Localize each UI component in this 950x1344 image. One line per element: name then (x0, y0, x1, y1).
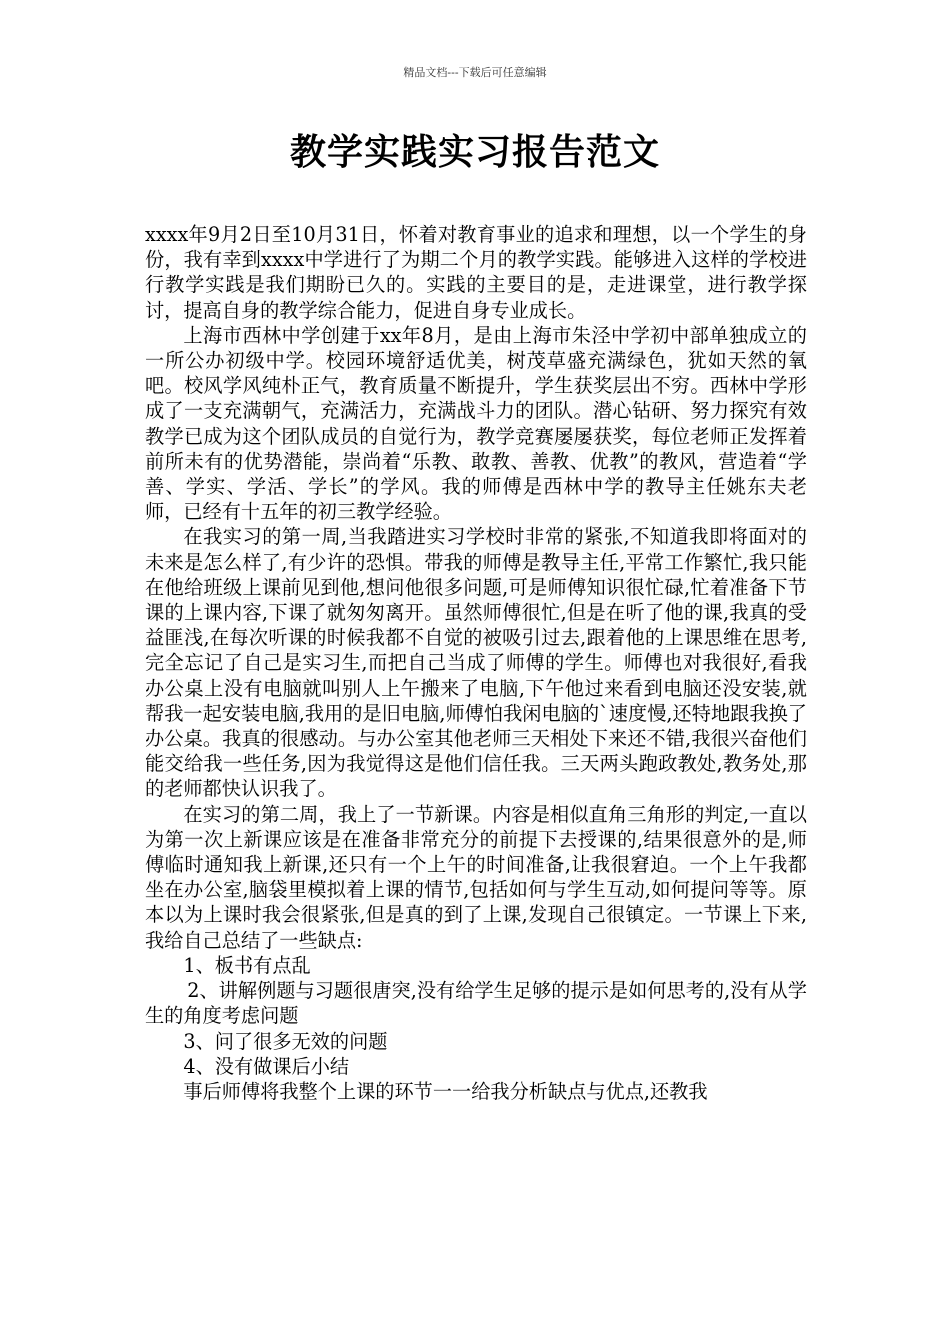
paragraph-week-two: 在实习的第二周，我上了一节新课。内容是相似直角三角形的判定,一直以为第一次上新课应该是在准备非常充分的前提下去授课的,结果很意外的是,师傅临时通知我上新课,还只有一个上午的时间准备,让我很窘迫。一个上午我都坐在办公室,脑袋里模拟着上课的情节,包括如何与学生互动,如何提问等等。原本以为上课时我会很紧张,但是真的到了上课,发现自己很镇定。一节课上下来,我给自己总结了一些缺点: (145, 802, 807, 952)
header-note: 精品文档---下载后可任意编辑 (403, 66, 547, 79)
document-body (145, 222, 807, 1104)
paragraph-intro: xxxx年9月2日至10月31日，怀着对教育事业的追求和理想，以一个学生的身份，我有幸到xxxx中学进行了为期二个月的教学实践。能够进入这样的学校进行教学实践是我们期盼已久的。实践的主要目的是，走进课堂，进行教学探讨，提高自身的教学综合能力，促进自身专业成长。 (145, 223, 807, 322)
document-title: 教学实践实习报告范文 (289, 131, 660, 173)
paragraph-feedback: 事后师傅将我整个上课的环节一一给我分析缺点与优点,还教我 (183, 1079, 708, 1103)
paragraph-week-one: 在我实习的第一周,当我踏进实习学校时非常的紧张,不知道我即将面对的未来是怎么样了,有少许的恐惧。带我的师傅是教导主任,平常工作繁忙,我只能在他给班级上课前见到他,想问他很多问题,可是师傅知识很忙碌,忙着准备下节课的上课内容,下课了就匆匆离开。虽然师傅很忙,但是在听了他的课,我真的受益匪浅,在每次听课的时候我都不自觉的被吸引过去,跟着他的上课思维在思考,完全忘记了自己是实习生,而把自己当成了师傅的学生。师傅也对我很好,看我办公桌上没有电脑就叫别人上午搬来了电脑,下午他过来看到电脑还没安装,就帮我一起安装电脑,我用的是旧电脑,师傅怕我闲电脑的`速度慢,还特地跟我换了办公桌。我真的很感动。与办公室其他老师三天相处下来还不错,我很兴奋他们能交给我一些任务,因为我觉得这是他们信任我。三天两头跑政教处,教务处,那的老师都快认识我了。 (145, 525, 807, 801)
list-item-4: 4、没有做课后小结 (183, 1054, 350, 1078)
list-item-3: 3、问了很多无效的问题 (183, 1029, 388, 1053)
paragraph-school: 上海市西林中学创建于xx年8月，是由上海市朱泾中学初中部单独成立的一所公办初级中学。校园环境舒适优美，树茂草盛充满绿色，犹如天然的氧吧。校风学风纯朴正气，教育质量不断提升，学生获奖层出不穷。西林中学形成了一支充满朝气，充满活力，充满战斗力的团队。潜心钻研、努力探究有效教学已成为这个团队成员的自觉行为，教学竞赛屡屡获奖，每位老师正发挥着前所未有的优势潜能，崇尚着“乐教、敢教、善教、优教”的教风，营造着“学善、学实、学活、学长”的学风。我的师傅是西林中学的教导主任姚东夫老师，已经有十五年的初三教学经验。 (145, 323, 807, 524)
list-item-2: 2、讲解例题与习题很唐突,没有给学生足够的提示是如何思考的,没有从学生的角度考虑问题 (145, 979, 807, 1028)
list-item-1: 1、板书有点乱 (183, 953, 311, 977)
